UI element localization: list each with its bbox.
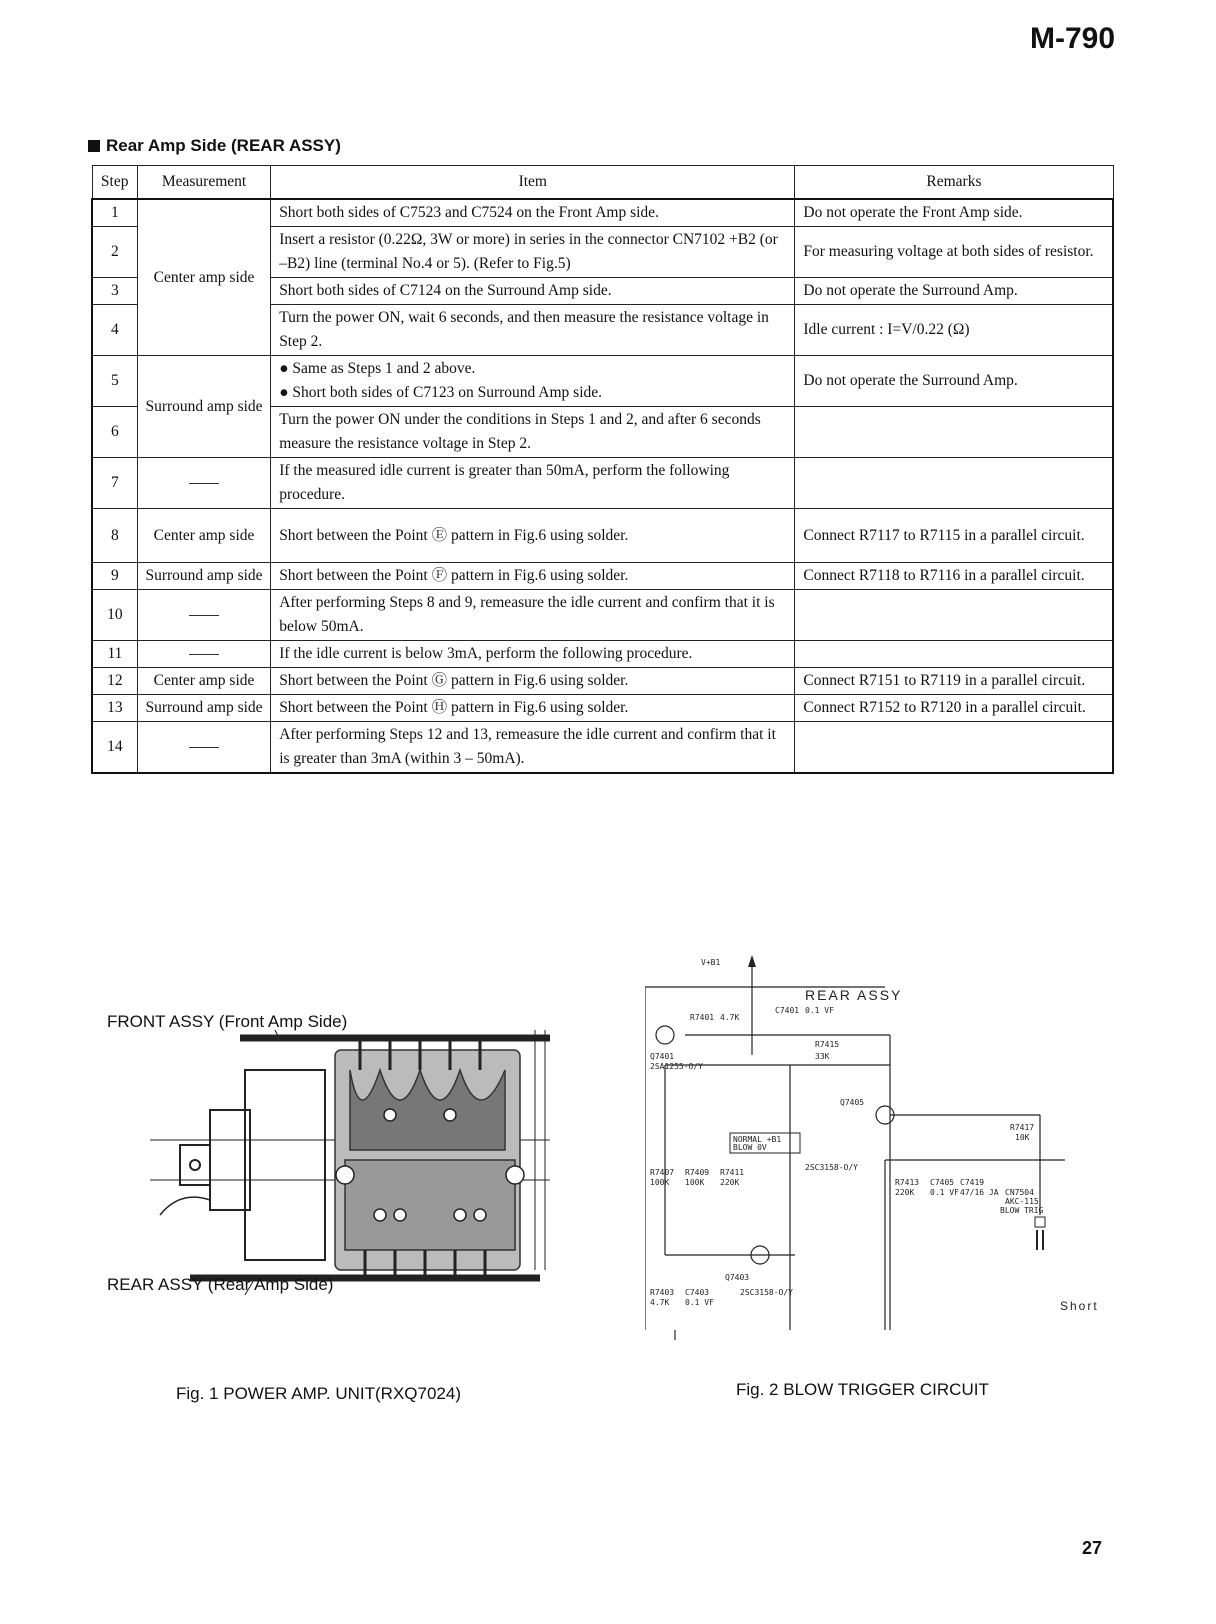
step-number: 3 bbox=[92, 278, 137, 305]
item-cell: Short both sides of C7124 on the Surround Amp side. bbox=[271, 278, 795, 305]
remarks-cell: For measuring voltage at both sides of resistor. bbox=[795, 227, 1113, 278]
r7407-value: 100K bbox=[650, 1178, 670, 1187]
item-cell: Turn the power ON under the conditions in Steps 1 and 2, and after 6 seconds measure the resistance voltage in Step 2. bbox=[271, 407, 795, 458]
table-row bbox=[92, 199, 1113, 227]
step-number: 13 bbox=[92, 695, 137, 722]
normal-label: NORMAL +B1 bbox=[733, 1135, 782, 1144]
measurement-cell bbox=[137, 590, 270, 641]
r7401-value: 4.7K bbox=[720, 1013, 740, 1022]
item-cell: Insert a resistor (0.22Ω, 3W or more) in series in the connector CN7102 +B2 (or –B2) line (terminal No.4 or 5). (Refer to Fig.5) bbox=[271, 227, 795, 278]
q7403-part: 2SC3158-O/Y bbox=[740, 1288, 793, 1297]
c7405-value: 0.1 VF bbox=[930, 1188, 959, 1197]
step-number: 6 bbox=[92, 407, 137, 458]
step-number: 2 bbox=[92, 227, 137, 278]
measurement-cell: Center amp side bbox=[137, 668, 270, 695]
dash-mark bbox=[189, 615, 219, 616]
r7401-label: R7401 bbox=[690, 1013, 715, 1022]
step-number: 5 bbox=[92, 356, 137, 407]
remarks-cell: Do not operate the Front Amp side. bbox=[795, 199, 1113, 227]
step-number: 10 bbox=[92, 590, 137, 641]
remarks-cell: Connect R7117 to R7115 in a parallel circuit. bbox=[795, 509, 1113, 563]
q7405-part: 2SC3158-O/Y bbox=[805, 1163, 858, 1172]
fig2-title: REAR ASSY bbox=[805, 987, 903, 1003]
r7409-value: 100K bbox=[685, 1178, 705, 1187]
step-number: 11 bbox=[92, 641, 137, 668]
item-cell: After performing Steps 12 and 13, remeasure the idle current and confirm that it is greater than 3mA (within 3 – 50mA). bbox=[271, 722, 795, 774]
table-header-row bbox=[92, 166, 1113, 200]
table-row bbox=[92, 722, 1113, 774]
step-number: 1 bbox=[92, 199, 137, 227]
remarks-cell: Idle current : I=V/0.22 (Ω) bbox=[795, 305, 1113, 356]
r7417-label: R7417 bbox=[1010, 1123, 1035, 1132]
table-row bbox=[92, 356, 1113, 407]
dash-mark bbox=[189, 483, 219, 484]
remarks-cell bbox=[795, 458, 1113, 509]
measurement-cell: Center amp side bbox=[137, 199, 270, 356]
fig1-caption: Fig. 1 POWER AMP. UNIT(RXQ7024) bbox=[176, 1384, 461, 1403]
adjustment-table bbox=[91, 165, 1114, 774]
blow-label: BLOW 0V bbox=[733, 1143, 767, 1152]
fig1-front-label: FRONT ASSY (Front Amp Side) bbox=[107, 1012, 348, 1031]
c7419-label: C7419 bbox=[960, 1178, 985, 1187]
table-row bbox=[92, 458, 1113, 509]
r7403-value: 4.7K bbox=[650, 1298, 670, 1307]
step-number: 9 bbox=[92, 563, 137, 590]
measurement-cell bbox=[137, 722, 270, 774]
header-measurement: Measurement bbox=[137, 166, 270, 200]
c7401-value: 0.1 VF bbox=[805, 1006, 834, 1015]
measurement-cell: Surround amp side bbox=[137, 356, 270, 458]
dash-mark bbox=[189, 747, 219, 748]
c7405-label: C7405 bbox=[930, 1178, 955, 1187]
remarks-cell: Connect R7118 to R7116 in a parallel circuit. bbox=[795, 563, 1113, 590]
c7419-value: 47/16 JA bbox=[960, 1188, 999, 1197]
fig1-rear-label: REAR ASSY (Rear Amp Side) bbox=[107, 1275, 334, 1294]
item-cell: Short between the Point Ⓕ pattern in Fig.6 using solder. bbox=[271, 563, 795, 590]
fig2-supply-label: V+B1 bbox=[701, 958, 721, 967]
remarks-cell: Connect R7151 to R7119 in a parallel circuit. bbox=[795, 668, 1113, 695]
c7401-label: C7401 bbox=[775, 1006, 800, 1015]
item-line: ● Short both sides of C7123 on Surround Amp side. bbox=[279, 384, 603, 401]
table-row bbox=[92, 668, 1113, 695]
cn7504-part: AKC-115 bbox=[1005, 1197, 1039, 1206]
page-number: 27 bbox=[1082, 1538, 1103, 1558]
q7401-label: Q7401 bbox=[650, 1052, 675, 1061]
item-cell: If the idle current is below 3mA, perform the following procedure. bbox=[271, 641, 795, 668]
table-row bbox=[92, 695, 1113, 722]
measurement-cell: Surround amp side bbox=[137, 695, 270, 722]
r7417-value: 10K bbox=[1015, 1133, 1030, 1142]
q7403-label: Q7403 bbox=[725, 1273, 750, 1282]
r7403-label: R7403 bbox=[650, 1288, 675, 1297]
header-step: Step bbox=[92, 166, 137, 200]
r7407-label: R7407 bbox=[650, 1168, 675, 1177]
q7405-label: Q7405 bbox=[840, 1098, 865, 1107]
item-cell bbox=[271, 356, 795, 407]
c7403-label: C7403 bbox=[685, 1288, 710, 1297]
item-cell: If the measured idle current is greater than 50mA, perform the following procedure. bbox=[271, 458, 795, 509]
item-cell: Short between the Point Ⓗ pattern in Fig.6 using solder. bbox=[271, 695, 795, 722]
header-item: Item bbox=[271, 166, 795, 200]
item-cell: Short both sides of C7523 and C7524 on the Front Amp side. bbox=[271, 199, 795, 227]
cn7504-label: CN7504 bbox=[1005, 1188, 1034, 1197]
step-number: 7 bbox=[92, 458, 137, 509]
r7413-value: 220K bbox=[895, 1188, 915, 1197]
measurement-cell: Surround amp side bbox=[137, 563, 270, 590]
section-title bbox=[88, 136, 341, 156]
bullet-square-icon bbox=[88, 140, 100, 152]
dash-mark bbox=[189, 654, 219, 655]
cn7504-name: BLOW TRIG bbox=[1000, 1206, 1044, 1215]
c7403-value: 0.1 VF bbox=[685, 1298, 714, 1307]
r7411-value: 220K bbox=[720, 1178, 740, 1187]
step-number: 12 bbox=[92, 668, 137, 695]
header-remarks: Remarks bbox=[795, 166, 1113, 200]
q7401-part: 2SA1255-O/Y bbox=[650, 1062, 703, 1071]
measurement-cell bbox=[137, 458, 270, 509]
item-cell: Short between the Point Ⓔ pattern in Fig.6 using solder. bbox=[271, 509, 795, 563]
short-label: Short bbox=[1060, 1299, 1099, 1313]
r7411-label: R7411 bbox=[720, 1168, 745, 1177]
remarks-cell: Do not operate the Surround Amp. bbox=[795, 356, 1113, 407]
section-title-text: Rear Amp Side (REAR ASSY) bbox=[106, 136, 341, 155]
model-number: M-790 bbox=[1030, 22, 1116, 55]
remarks-cell bbox=[795, 641, 1113, 668]
step-number: 8 bbox=[92, 509, 137, 563]
item-line: ● Same as Steps 1 and 2 above. bbox=[279, 360, 476, 377]
item-cell: After performing Steps 8 and 9, remeasure the idle current and confirm that it is below 50mA. bbox=[271, 590, 795, 641]
remarks-cell: Connect R7152 to R7120 in a parallel circuit. bbox=[795, 695, 1113, 722]
r7409-label: R7409 bbox=[685, 1168, 710, 1177]
table-row bbox=[92, 563, 1113, 590]
remarks-cell bbox=[795, 590, 1113, 641]
r7413-label: R7413 bbox=[895, 1178, 920, 1187]
remarks-cell: Do not operate the Surround Amp. bbox=[795, 278, 1113, 305]
power-amp-unit-drawing bbox=[150, 1030, 580, 1300]
r7415-label: R7415 bbox=[815, 1040, 840, 1049]
table-row bbox=[92, 590, 1113, 641]
r7415-value: 33K bbox=[815, 1052, 830, 1061]
remarks-cell bbox=[795, 722, 1113, 774]
item-cell: Short between the Point Ⓖ pattern in Fig.6 using solder. bbox=[271, 668, 795, 695]
step-number: 14 bbox=[92, 722, 137, 774]
item-cell: Turn the power ON, wait 6 seconds, and then measure the resistance voltage in Step 2. bbox=[271, 305, 795, 356]
measurement-cell bbox=[137, 641, 270, 668]
fig2-caption: Fig. 2 BLOW TRIGGER CIRCUIT bbox=[736, 1380, 989, 1399]
table-row bbox=[92, 509, 1113, 563]
table-row bbox=[92, 641, 1113, 668]
measurement-cell: Center amp side bbox=[137, 509, 270, 563]
remarks-cell bbox=[795, 407, 1113, 458]
step-number: 4 bbox=[92, 305, 137, 356]
blow-trigger-schematic bbox=[645, 955, 1115, 1340]
